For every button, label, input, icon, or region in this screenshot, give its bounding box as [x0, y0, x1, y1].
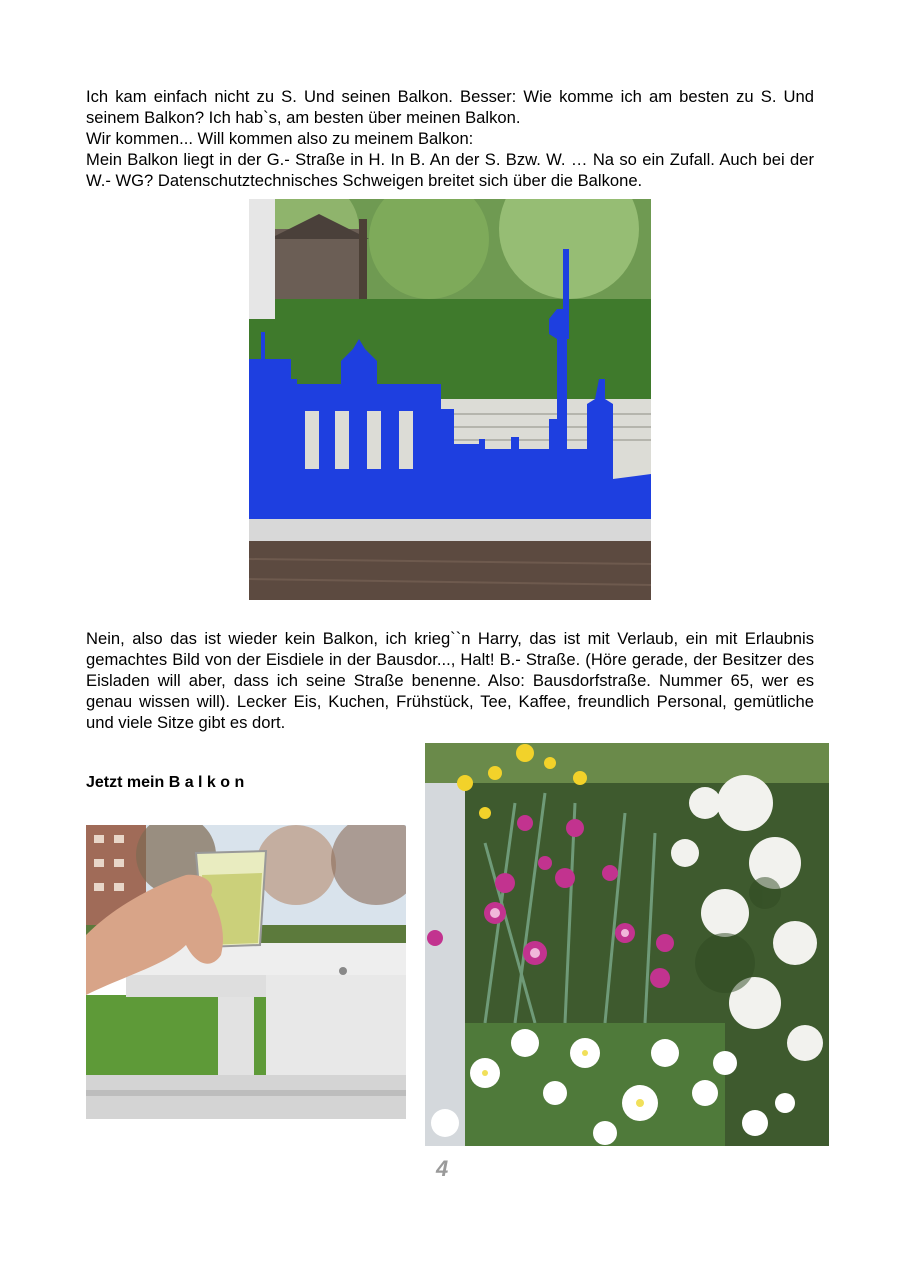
- ice-cream-paragraph: [86, 628, 814, 733]
- intro-line-1: Ich kam einfach nicht zu S. Und seinen Balkon. Besser: Wie komme ich am besten zu S. Und seinem Balkon? Ich hab`s, am besten über meinen Balkon.: [86, 87, 814, 127]
- berlin-skyline-window-photo: [249, 199, 651, 600]
- intro-paragraph: [86, 86, 814, 191]
- intro-line-2: Wir kommen... Will kommen also zu meinem Balkon:: [86, 129, 474, 148]
- balcony-heading: Jetzt mein B a l k o n: [86, 774, 245, 791]
- intro-line-3: Mein Balkon liegt in der G.- Straße in H. In B. An der S. Bzw. W. … Na so ein Zufall. Auch bei der W.- WG? Datenschutztechnisches Schweigen breitet sich über die Balkone.: [86, 150, 814, 190]
- tea-glass-balcony-photo: [86, 825, 406, 1119]
- ice-cream-text: Nein, also das ist wieder kein Balkon, ich krieg``n Harry, das ist mit Verlaub, ein mit Erlaubnis gemachtes Bild von der Eisdiele in der Bausdor..., Halt! B.- Straße. (Höre gerade, der Besitzer des Eisladen will aber, dass ich seine Straße benenne. Also: Bausdorfstraße. Nummer 65, wer es genau wissen will). Lecker Eis, Kuchen, Frühstück, Tee, Kaffee, freundlich Personal, gemütliche und viele Sitze gibt es dort.: [86, 629, 814, 732]
- balcony-flowers-photo: [425, 743, 829, 1146]
- page-number: 4: [436, 1156, 449, 1181]
